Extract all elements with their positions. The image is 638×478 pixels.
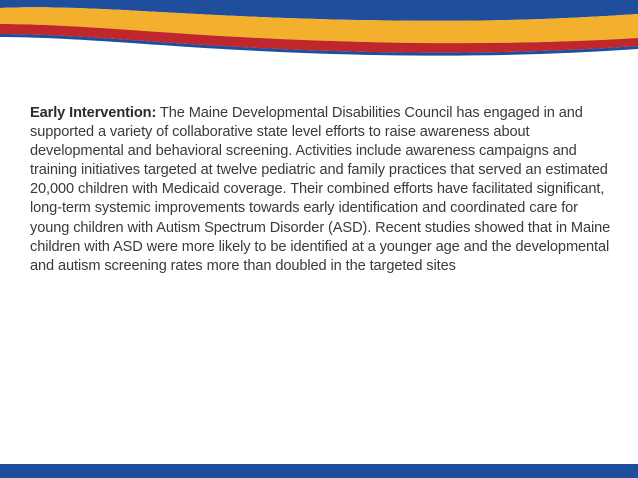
top-swoosh-banner (0, 0, 638, 62)
lead-heading: Early Intervention: (30, 105, 157, 121)
body-paragraph (30, 104, 612, 276)
body-text: The Maine Developmental Disabilities Council has engaged in and supported a variety of collaborative state level efforts to raise awareness about developmental and behavioral screening. Activities include awareness campaigns and training initiatives targeted at twelve pediatric and family practices that served an estimated 20,000 children with Medicaid coverage. Their combined efforts have facilitated significant, long-term systemic improvements towards early identification and coordinated care for young children with Autism Spectrum Disorder (ASD). Recent studies showed that in Maine children with ASD were more likely to be identified at a younger age and the developmental and autism screening rates more than doubled in the targeted sites (30, 105, 611, 274)
bottom-bar (0, 464, 638, 478)
